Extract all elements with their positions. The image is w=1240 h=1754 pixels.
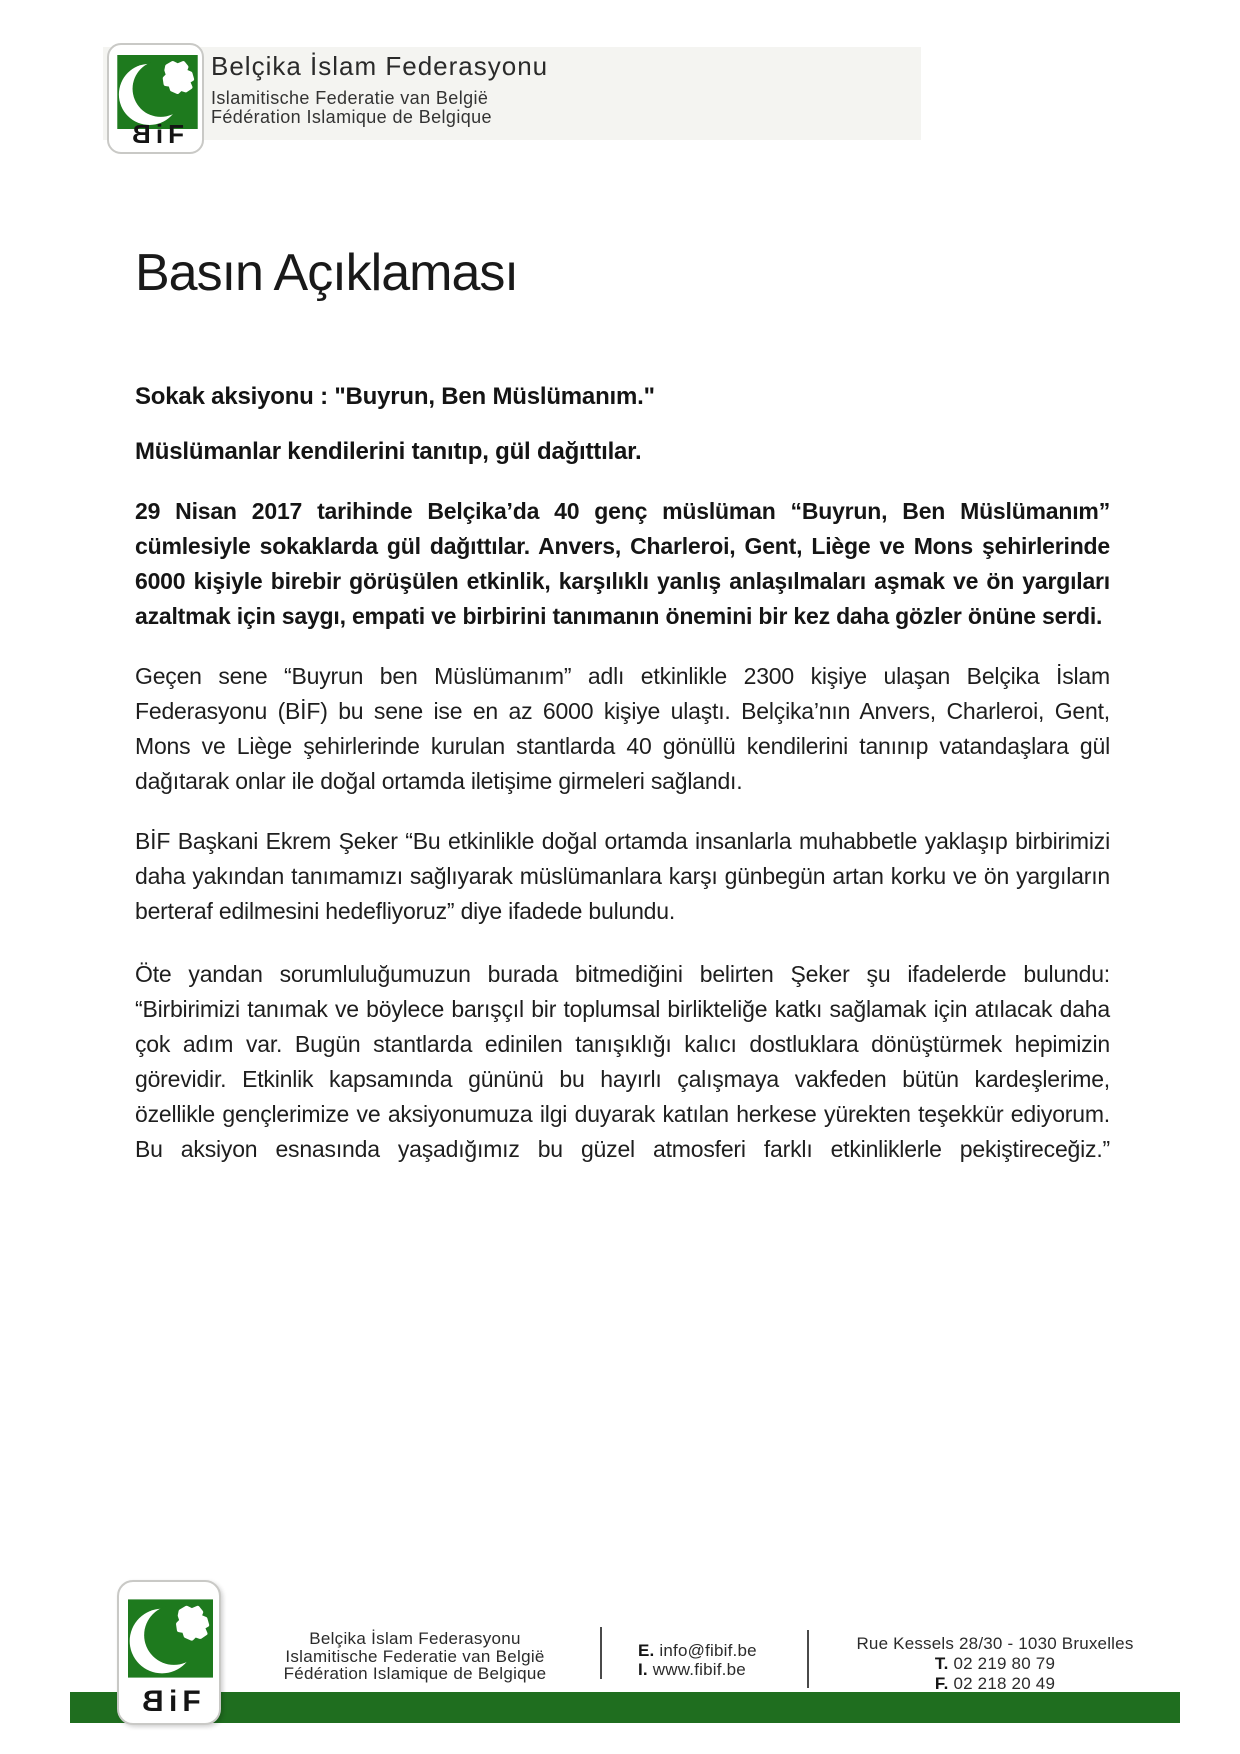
- paragraph-body: Geçen sene “Buyrun ben Müslümanım” adlı etkinlikle 2300 kişiye ulaşan Belçika İslam Federasyonu (BİF) bu sene ise en az 6000 kişiye ulaştı. Belçika’nın Anvers, Charleroi, Gent, Mons ve Liège şehirlerinde kurulan stantlarda 40 gönüllü kendilerini tanınıp vatandaşlara gül dağıtarak onlar ile doğal ortamda iletişime girmeleri sağlandı.: [135, 663, 1110, 794]
- org-name-dutch: Islamitische Federatie van België: [285, 1646, 545, 1666]
- logo-letter: B: [127, 119, 151, 149]
- footer-divider: [807, 1630, 809, 1688]
- footer-web-line: [638, 1660, 757, 1679]
- logo-letter: F: [168, 119, 189, 149]
- web-value: www.fibif.be: [652, 1660, 746, 1679]
- org-name: Belçika İslam Federasyonu: [309, 1629, 521, 1648]
- subtitle-summary: Müslümanlar kendilerini tanıtıp, gül dağıttılar.: [135, 438, 642, 465]
- subtitle-action: Sokak aksiyonu : "Buyrun, Ben Müslümanım.": [135, 383, 655, 410]
- footer-organization-block: [245, 1630, 585, 1683]
- fax-label: F.: [934, 1674, 949, 1693]
- footer-fax-line: [840, 1674, 1150, 1694]
- paragraph-quote-2: Öte yandan sorumluluğumuzun burada bitmediğini belirten Şeker şu ifadelerde bulundu: “Birbirimizi tanımak ve böylece barışçıl bir toplumsal birlikteliğe katkı sağlamak için atılacak daha çok adım var. Bugün stantlarda edinilen tanışıklığı kalıcı dostluklara dönüştürmek hepimizin görevidir. Etkinlik kapsamında gününü bu hayırlı çalışmaya vakfeden bütün kardeşlerime, özellikle gençlerimize ve aksiyonumuza ilgi duyarak katılan herkese yürekten teşekkür ediyorum. Bu aksiyon esnasında yaşadığımız bu güzel atmosferi farklı etkinliklerle pekiştireceğiz.”: [135, 961, 1110, 1162]
- logo-letter: i: [155, 119, 169, 149]
- footer-divider: [600, 1627, 602, 1679]
- document-body: [135, 0, 1110, 1167]
- street-address: Rue Kessels 28/30 - 1030 Bruxelles: [856, 1634, 1134, 1653]
- phone-label: T.: [934, 1654, 949, 1673]
- logo-letter: i: [169, 1685, 183, 1718]
- fax-value: 02 218 20 49: [953, 1674, 1056, 1693]
- footer-phone-line: [840, 1654, 1150, 1674]
- org-name: Belçika İslam Federasyonu: [211, 51, 549, 81]
- logo-letter: B: [137, 1685, 164, 1718]
- footer-contact-block: [638, 1641, 757, 1679]
- logo-letter: F: [182, 1685, 206, 1718]
- paragraph-lead: 29 Nisan 2017 tarihinde Belçika’da 40 genç müslüman “Buyrun, Ben Müslümanım” cümlesiyle sokaklarda gül dağıttılar. Anvers, Charleroi, Gent, Liège ve Mons şehirlerinde 6000 kişiyle birebir görüşülen etkinlik, karşılıklı yanlış anlaşılmaları aşmak ve ön yargıları azaltmak için saygı, empati ve birbirini tanımanın önemini bir kez daha gözler önüne serdi.: [135, 498, 1110, 629]
- email-label: E.: [638, 1641, 655, 1660]
- paragraph-quote-1: BİF Başkani Ekrem Şeker “Bu etkinlikle doğal ortamda insanlarla muhabbetle yaklaşıp birbirimizi daha yakından tanımamızı sağlıyarak müslümanlara karşı günbegün artan korku ve ön yargıların berteraf edilmesini hedefliyoruz” diye ifadede bulundu.: [135, 828, 1110, 924]
- org-name-french: Fédération Islamique de Belgique: [283, 1664, 547, 1683]
- org-name-french: Fédération Islamique de Belgique: [211, 107, 492, 127]
- page-title: Basın Açıklaması: [135, 244, 518, 302]
- footer-green-bar: [70, 1692, 1180, 1723]
- bif-logo-word: [119, 1685, 219, 1719]
- phone-value: 02 219 80 79: [953, 1654, 1056, 1673]
- org-name-dutch: Islamitische Federatie van België: [211, 88, 489, 108]
- footer-address-block: [840, 1634, 1150, 1694]
- bif-footer-logo: [117, 1580, 221, 1725]
- bif-crescent-icon: [128, 1595, 213, 1682]
- footer-email-line: [638, 1641, 757, 1660]
- email-value: info@fibif.be: [659, 1641, 757, 1660]
- web-label: I.: [638, 1660, 648, 1679]
